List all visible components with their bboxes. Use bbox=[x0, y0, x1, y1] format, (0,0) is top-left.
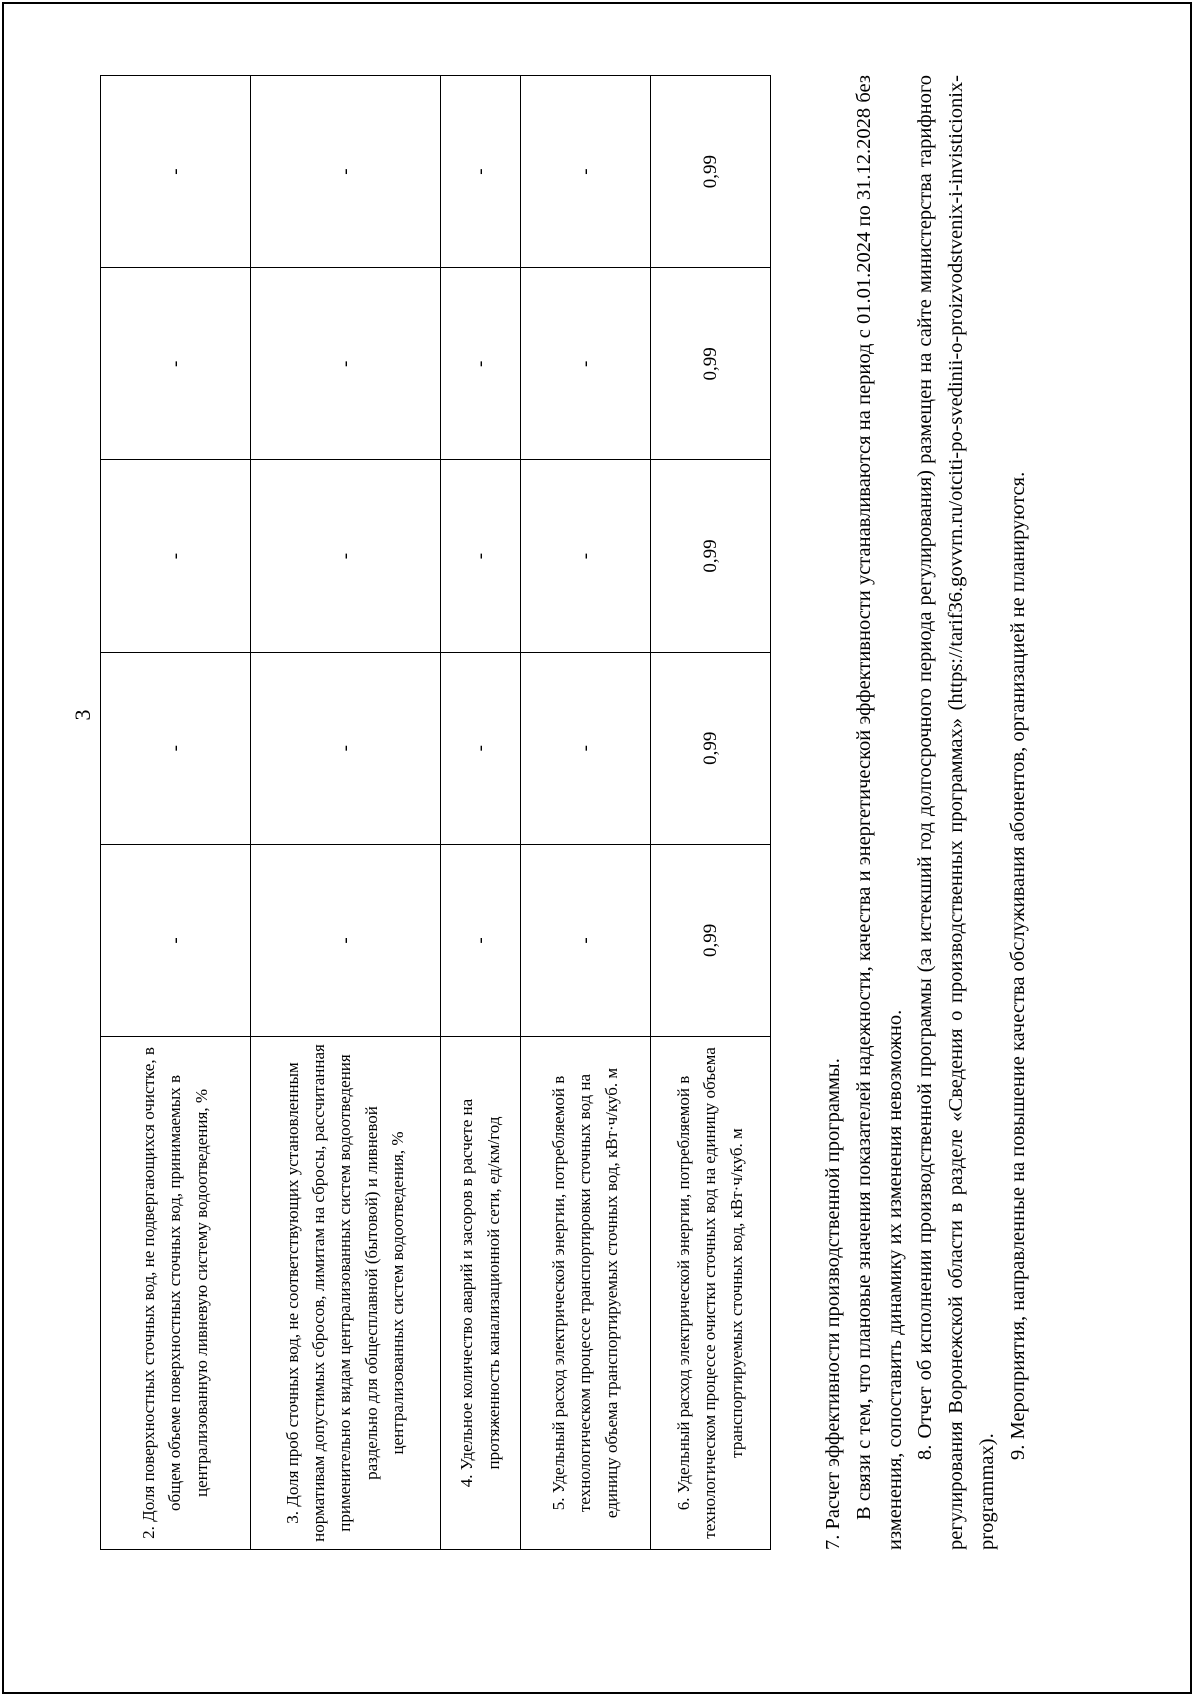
indicator-value: 0,99 bbox=[651, 268, 771, 460]
indicator-value: - bbox=[251, 460, 441, 652]
indicator-value: - bbox=[441, 268, 521, 460]
section-9-paragraph: 9. Мероприятия, направленные на повышение качества обслуживания абонентов, организацией не планируются. bbox=[1006, 471, 1029, 1460]
page-number: 3 bbox=[70, 709, 95, 721]
indicator-value: - bbox=[251, 652, 441, 844]
indicator-value: - bbox=[441, 76, 521, 268]
indicator-value: - bbox=[441, 844, 521, 1036]
table-row bbox=[101, 76, 251, 1550]
body-text bbox=[818, 75, 1033, 1550]
indicator-name: 3. Доля проб сточных вод, не соответствующих установленным нормативам допустимых сбросов, лимитам на сбросы, рассчитанная применительно к видам централизованных систем водоотведения раздельно для общесплавной (бытовой) и ливневой централизованных систем водоотведения, % bbox=[251, 1037, 441, 1550]
indicator-value: 0,99 bbox=[651, 460, 771, 652]
indicator-value: - bbox=[521, 460, 651, 652]
indicator-value: 0,99 bbox=[651, 844, 771, 1036]
indicator-value: - bbox=[521, 844, 651, 1036]
table-row bbox=[441, 76, 521, 1550]
indicator-name: 5. Удельный расход электрической энергии, потребляемой в технологическом процессе транспортировки сточных вод на единицу объема транспортируемых сточных вод, кВт·ч/куб. м bbox=[521, 1037, 651, 1550]
indicator-value: 0,99 bbox=[651, 76, 771, 268]
indicator-value: - bbox=[521, 76, 651, 268]
indicator-value: - bbox=[101, 76, 251, 268]
indicators-table bbox=[100, 75, 771, 1550]
indicator-name: 2. Доля поверхностных сточных вод, не подвергающихся очистке, в общем объеме поверхностных сточных вод, принимаемых в централизованную ливневую систему водоотведения, % bbox=[101, 1037, 251, 1550]
indicator-name: 4. Удельное количество аварий и засоров в расчете на протяженность канализационной сети, ед/км/год bbox=[441, 1037, 521, 1550]
section-8-paragraph: 8. Отчет об исполнении производственной программы (за истекший год долгосрочного периода регулирования) размещен на сайте министерства тарифного регулирования Воронежской области в разделе «Сведения о производственных программах» (https://tarif36.govvrn.ru/otciti-po-svedinii-o-proizvodstvenix-i-invisticionix-programmax). bbox=[914, 75, 998, 1550]
indicator-value: - bbox=[521, 268, 651, 460]
indicator-value: - bbox=[101, 844, 251, 1036]
indicator-value: - bbox=[101, 460, 251, 652]
section-7-body: В связи с тем, что плановые значения показателей надежности, качества и энергетической эффективности устанавливаются на период с 01.01.2024 по 31.12.2028 без изменения, сопоставить динамику их изменения невозможно. bbox=[852, 75, 906, 1550]
indicator-value: - bbox=[101, 652, 251, 844]
indicator-value: - bbox=[441, 652, 521, 844]
indicator-value: - bbox=[441, 460, 521, 652]
indicator-value: 0,99 bbox=[651, 652, 771, 844]
indicator-value: - bbox=[251, 268, 441, 460]
table-row bbox=[651, 76, 771, 1550]
table-row bbox=[251, 76, 441, 1550]
indicator-value: - bbox=[251, 844, 441, 1036]
table-row bbox=[521, 76, 651, 1550]
indicator-name: 6. Удельный расход электрической энергии, потребляемой в технологическом процессе очистки сточных вод на единицу объема транспортируемых сточных вод, кВт·ч/куб. м bbox=[651, 1037, 771, 1550]
indicator-value: - bbox=[251, 76, 441, 268]
indicator-value: - bbox=[101, 268, 251, 460]
rotated-page-content bbox=[10, 25, 1150, 1625]
indicator-value: - bbox=[521, 652, 651, 844]
section-7-title: 7. Расчет эффективности производственной программы. bbox=[822, 1058, 844, 1550]
